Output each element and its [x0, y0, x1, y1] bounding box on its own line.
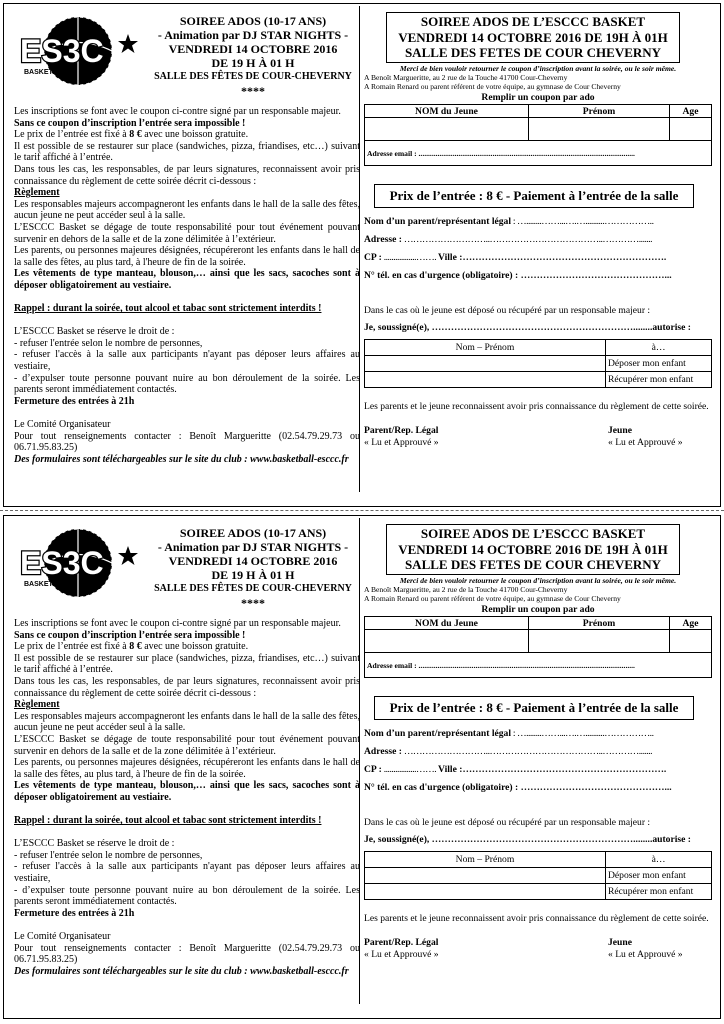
youth-signature[interactable] — [608, 937, 683, 961]
return-note: Merci de bien vouloir retourner le coupon d’inscription avant la soirée, ou le soir même. — [399, 64, 677, 73]
signature-note: « Lu et Approuvé » — [364, 437, 439, 448]
cut-line — [0, 510, 724, 511]
club-logo — [14, 14, 140, 88]
right-item: - refuser l'accès à la salle aux participants n'ayant pas déposer leurs affaires au vestiaire, — [14, 861, 360, 885]
return-note: Merci de bien vouloir retourner le coupon d’inscription avant la soirée, ou le soir même. — [399, 576, 677, 585]
firstname-field[interactable] — [529, 630, 670, 653]
signature-label: Parent/Rep. Légal — [364, 425, 439, 436]
paragraph: Dans tous les cas, les responsables, de par leurs signatures, reconnaissent avoir pris connaissance du règlement de cette soirée décrit ci-dessous : — [14, 675, 360, 699]
logo-subtitle: BASKETBALL — [24, 581, 72, 588]
right-item: - refuser l'accès à la salle aux participants n'ayant pas déposer leurs affaires au vestiaire, — [14, 349, 360, 373]
committee: Le Comité Organisateur — [14, 419, 111, 431]
firstname-field[interactable] — [529, 118, 670, 141]
parent-signature[interactable] — [364, 937, 439, 961]
reminder: Rappel : durant la soirée, tout alcool et tabac sont strictement interdits ! — [14, 815, 322, 827]
price-box: Prix de l’entrée : 8 € - Paiement à l’entrée de la salle — [374, 696, 694, 720]
email-field[interactable]: Adresse email : .................................................................................................................. — [365, 141, 712, 166]
paragraph: Il est possible de se restaurer sur place (sandwiches, pizza, friandises, etc…) suivant le tarif affiché à l’entrée. — [14, 140, 360, 164]
col-age: Age — [670, 617, 712, 630]
stars: **** — [241, 596, 265, 610]
dropoff-table — [364, 339, 712, 388]
reminder: Rappel : durant la soirée, tout alcool et tabac sont strictement interdits ! — [14, 303, 322, 315]
event-heading — [150, 526, 356, 610]
signature-label: Parent/Rep. Légal — [364, 937, 439, 948]
signature-note: « Lu et Approuvé » — [364, 949, 439, 960]
download-note: Des formulaires sont téléchargeables sur le site du club : www.basketball-esccc.fr — [14, 453, 349, 465]
logo-wordmark: ES3C — [20, 545, 104, 581]
paragraph: Il est possible de se restaurer sur place (sandwiches, pizza, friandises, etc…) suivant le tarif affiché à l’entrée. — [14, 652, 360, 676]
rules-text — [14, 106, 360, 465]
youth-table — [364, 616, 712, 678]
coupon-column — [364, 8, 712, 502]
col-firstname: Prénom — [529, 105, 670, 118]
coupon-sheet — [0, 512, 724, 1020]
event-heading — [150, 14, 356, 98]
committee: Le Comité Organisateur — [14, 931, 111, 943]
address-1: A Benoît Margueritte, au 2 rue de la Touche 41700 Cour-Cheverny — [364, 585, 568, 594]
heading-line: VENDREDI 14 OCTOBRE 2016 — [168, 554, 338, 568]
signature-label: Jeune — [608, 425, 632, 436]
authorisation-line[interactable]: Je, soussigné(e), ………………………………………………………........autorise : — [364, 322, 691, 333]
youth-signature[interactable] — [608, 425, 683, 449]
paragraph: Le prix de l’entrée est fixé à 8 € avec une boisson gratuite. — [14, 129, 249, 141]
star-icon — [118, 34, 138, 53]
heading-line: DE 19 H À 01 H — [211, 568, 295, 582]
rights-heading: L’ESCCC Basket se réserve le droit de : — [14, 326, 175, 338]
email-field[interactable]: Adresse email : .................................................................................................................. — [365, 653, 712, 678]
col-time: à… — [606, 852, 712, 868]
col-firstname: Prénom — [529, 617, 670, 630]
price-value: 8 € — [129, 129, 142, 141]
coupon-sheet — [0, 0, 724, 508]
pickup-option[interactable]: Récupérer mon enfant — [606, 884, 712, 900]
authorisation-line[interactable]: Je, soussigné(e), ………………………………………………………........autorise : — [364, 834, 691, 845]
rights-heading: L’ESCCC Basket se réserve le droit de : — [14, 838, 175, 850]
pickup-option[interactable]: Récupérer mon enfant — [606, 372, 712, 388]
signature-note: « Lu et Approuvé » — [608, 949, 683, 960]
col-name: NOM du Jeune — [365, 105, 529, 118]
title-line: SOIREE ADOS DE L’ESCCC BASKET — [420, 526, 646, 541]
rules-heading: Règlement — [14, 187, 60, 199]
right-item: - d’expulser toute personne pouvant nuire au bon déroulement de la soirée. Les parents seront immédiatement contactés. — [14, 884, 360, 908]
logo-wordmark: ES3C — [20, 33, 104, 69]
rule: L’ESCCC Basket se dégage de toute responsabilité pour tout événement pouvant survenir en dehors de la salle et de la zone délimitée à l’extérieur. — [14, 733, 360, 757]
heading-line: - Animation par DJ STAR NIGHTS - — [157, 28, 349, 42]
dropoff-person-field[interactable] — [365, 868, 606, 884]
rules-heading: Règlement — [14, 699, 60, 711]
youth-table — [364, 104, 712, 166]
paragraph: Les inscriptions se font avec le coupon ci-contre signé par un responsable majeur. — [14, 106, 341, 117]
right-item: - refuser l'entrée selon le nombre de personnes, — [14, 337, 203, 349]
address-2: A Romain Renard ou parent référent de votre équipe, au gymnase de Cour Cheverny — [364, 594, 621, 603]
club-logo — [14, 526, 140, 600]
parent-field[interactable]: Nom d’un parent/représentant légal : …........……...….…..........…………….. — [364, 216, 654, 227]
name-field[interactable] — [365, 630, 529, 653]
title-line: SALLE DES FETES DE COUR CHEVERNY — [404, 557, 662, 572]
price-box: Prix de l’entrée : 8 € - Paiement à l’entrée de la salle — [374, 184, 694, 208]
download-note: Des formulaires sont téléchargeables sur le site du club : www.basketball-esccc.fr — [14, 965, 349, 977]
right-item: - refuser l'entrée selon le nombre de personnes, — [14, 849, 203, 861]
dropoff-option[interactable]: Déposer mon enfant — [606, 356, 712, 372]
coupon-title — [386, 524, 680, 575]
acknowledgement: Les parents et le jeune reconnaissent avoir pris connaissance du règlement de cette soirée. — [364, 913, 709, 924]
pickup-person-field[interactable] — [365, 884, 606, 900]
star-icon — [118, 546, 138, 565]
col-age: Age — [670, 105, 712, 118]
title-line: VENDREDI 14 OCTOBRE 2016 DE 19H À 01H — [398, 541, 668, 557]
title-line: SALLE DES FETES DE COUR CHEVERNY — [404, 45, 662, 60]
right-item: - d’expulser toute personne pouvant nuire au bon déroulement de la soirée. Les parents seront immédiatement contactés. — [14, 372, 360, 396]
heading-line: DE 19 H À 01 H — [211, 56, 295, 70]
paragraph: Le prix de l’entrée est fixé à 8 € avec une boisson gratuite. — [14, 641, 249, 653]
rules-text — [14, 618, 360, 977]
paragraph: Dans tous les cas, les responsables, de par leurs signatures, reconnaissent avoir pris connaissance du règlement de cette soirée décrit ci-dessous : — [14, 163, 360, 187]
fill-instruction: Remplir un coupon par ado — [481, 604, 595, 615]
rule: Les vêtements de type manteau, blouson,… ainsi que les sacs, sacoches sont à déposer obligatoirement au vestiaire. — [14, 780, 360, 803]
pickup-person-field[interactable] — [365, 372, 606, 388]
address-field[interactable]: Adresse : ………………………..………………………………..…………....... — [364, 746, 653, 757]
info-column — [10, 8, 360, 502]
warning: Sans ce coupon d’inscription l’entrée sera impossible ! — [14, 117, 246, 129]
address-field[interactable]: Adresse : ………………………..………………………………..…………....... — [364, 234, 653, 245]
emergency-phone-field[interactable]: N° tél. en cas d'urgence (obligatoire) : ………………………………………... — [364, 782, 672, 793]
address-1: A Benoît Margueritte, au 2 rue de la Touche 41700 Cour-Cheverny — [364, 73, 568, 82]
col-person: Nom – Prénom — [365, 852, 606, 868]
contact: Pour tout renseignements contacter : Benoît Margueritte (02.54.79.29.73 ou 06.71.95.83.25) — [14, 942, 360, 966]
contact: Pour tout renseignements contacter : Benoît Margueritte (02.54.79.29.73 ou 06.71.95.83.25) — [14, 430, 360, 454]
dropoff-option[interactable]: Déposer mon enfant — [606, 868, 712, 884]
emergency-phone-field[interactable]: N° tél. en cas d'urgence (obligatoire) : ………………………………………... — [364, 270, 672, 281]
closing-time: Fermeture des entrées à 21h — [14, 395, 135, 407]
age-field[interactable] — [670, 630, 712, 653]
warning: Sans ce coupon d’inscription l’entrée sera impossible ! — [14, 629, 246, 641]
address-2: A Romain Renard ou parent référent de votre équipe, au gymnase de Cour Cheverny — [364, 82, 621, 91]
logo-subtitle: BASKETBALL — [24, 69, 72, 76]
parent-field[interactable]: Nom d’un parent/représentant légal : …........……...….…..........…………….. — [364, 728, 654, 739]
rule: L’ESCCC Basket se dégage de toute responsabilité pour tout événement pouvant survenir en dehors de la salle et de la zone délimitée à l’extérieur. — [14, 221, 360, 245]
signature-label: Jeune — [608, 937, 632, 948]
rule: Les parents, ou personnes majeures désignées, récupéreront les enfants dans le hall de la salle des fêtes, au plus tard, à l'heure de fin de la soirée. — [14, 245, 360, 268]
dropoff-person-field[interactable] — [365, 356, 606, 372]
signature-note: « Lu et Approuvé » — [608, 437, 683, 448]
venue: SALLE DES FÊTES DE COUR-CHEVERNY — [154, 71, 352, 82]
price-value: 8 € — [129, 641, 142, 653]
venue: SALLE DES FÊTES DE COUR-CHEVERNY — [154, 583, 352, 594]
rule: Les responsables majeurs accompagneront les enfants dans le hall de la salle des fêtes, aucun jeune ne peut accéder seul à la salle. — [14, 198, 360, 222]
title-line: SOIREE ADOS DE L’ESCCC BASKET — [420, 14, 646, 29]
heading-line: SOIREE ADOS (10-17 ANS) — [179, 526, 327, 540]
fill-instruction: Remplir un coupon par ado — [481, 92, 595, 103]
parent-signature[interactable] — [364, 425, 439, 449]
stars: **** — [241, 84, 265, 98]
heading-line: VENDREDI 14 OCTOBRE 2016 — [168, 42, 338, 56]
coupon-title — [386, 12, 680, 63]
name-field[interactable] — [365, 118, 529, 141]
postcode-city-field[interactable]: CP : .................……. Ville :………………………………………………………. — [364, 764, 667, 775]
title-line: VENDREDI 14 OCTOBRE 2016 DE 19H À 01H — [398, 29, 668, 45]
heading-line: SOIREE ADOS (10-17 ANS) — [179, 14, 327, 28]
rule: Les vêtements de type manteau, blouson,… ainsi que les sacs, sacoches sont à déposer obligatoirement au vestiaire. — [14, 268, 360, 291]
rule: Les parents, ou personnes majeures désignées, récupéreront les enfants dans le hall de la salle des fêtes, au plus tard, à l'heure de fin de la soirée. — [14, 757, 360, 780]
closing-time: Fermeture des entrées à 21h — [14, 907, 135, 919]
info-column — [10, 520, 360, 1014]
paragraph: Les inscriptions se font avec le coupon ci-contre signé par un responsable majeur. — [14, 618, 341, 629]
dropoff-intro: Dans le cas où le jeune est déposé ou récupéré par un responsable majeur : — [364, 305, 651, 316]
col-time: à… — [606, 340, 712, 356]
rule: Les responsables majeurs accompagneront les enfants dans le hall de la salle des fêtes, aucun jeune ne peut accéder seul à la salle. — [14, 710, 360, 734]
postcode-city-field[interactable]: CP : .................……. Ville :………………………………………………………. — [364, 252, 667, 263]
col-person: Nom – Prénom — [365, 340, 606, 356]
dropoff-table — [364, 851, 712, 900]
heading-line: - Animation par DJ STAR NIGHTS - — [157, 540, 349, 554]
dropoff-intro: Dans le cas où le jeune est déposé ou récupéré par un responsable majeur : — [364, 817, 651, 828]
coupon-column — [364, 520, 712, 1014]
acknowledgement: Les parents et le jeune reconnaissent avoir pris connaissance du règlement de cette soirée. — [364, 401, 709, 412]
age-field[interactable] — [670, 118, 712, 141]
col-name: NOM du Jeune — [365, 617, 529, 630]
